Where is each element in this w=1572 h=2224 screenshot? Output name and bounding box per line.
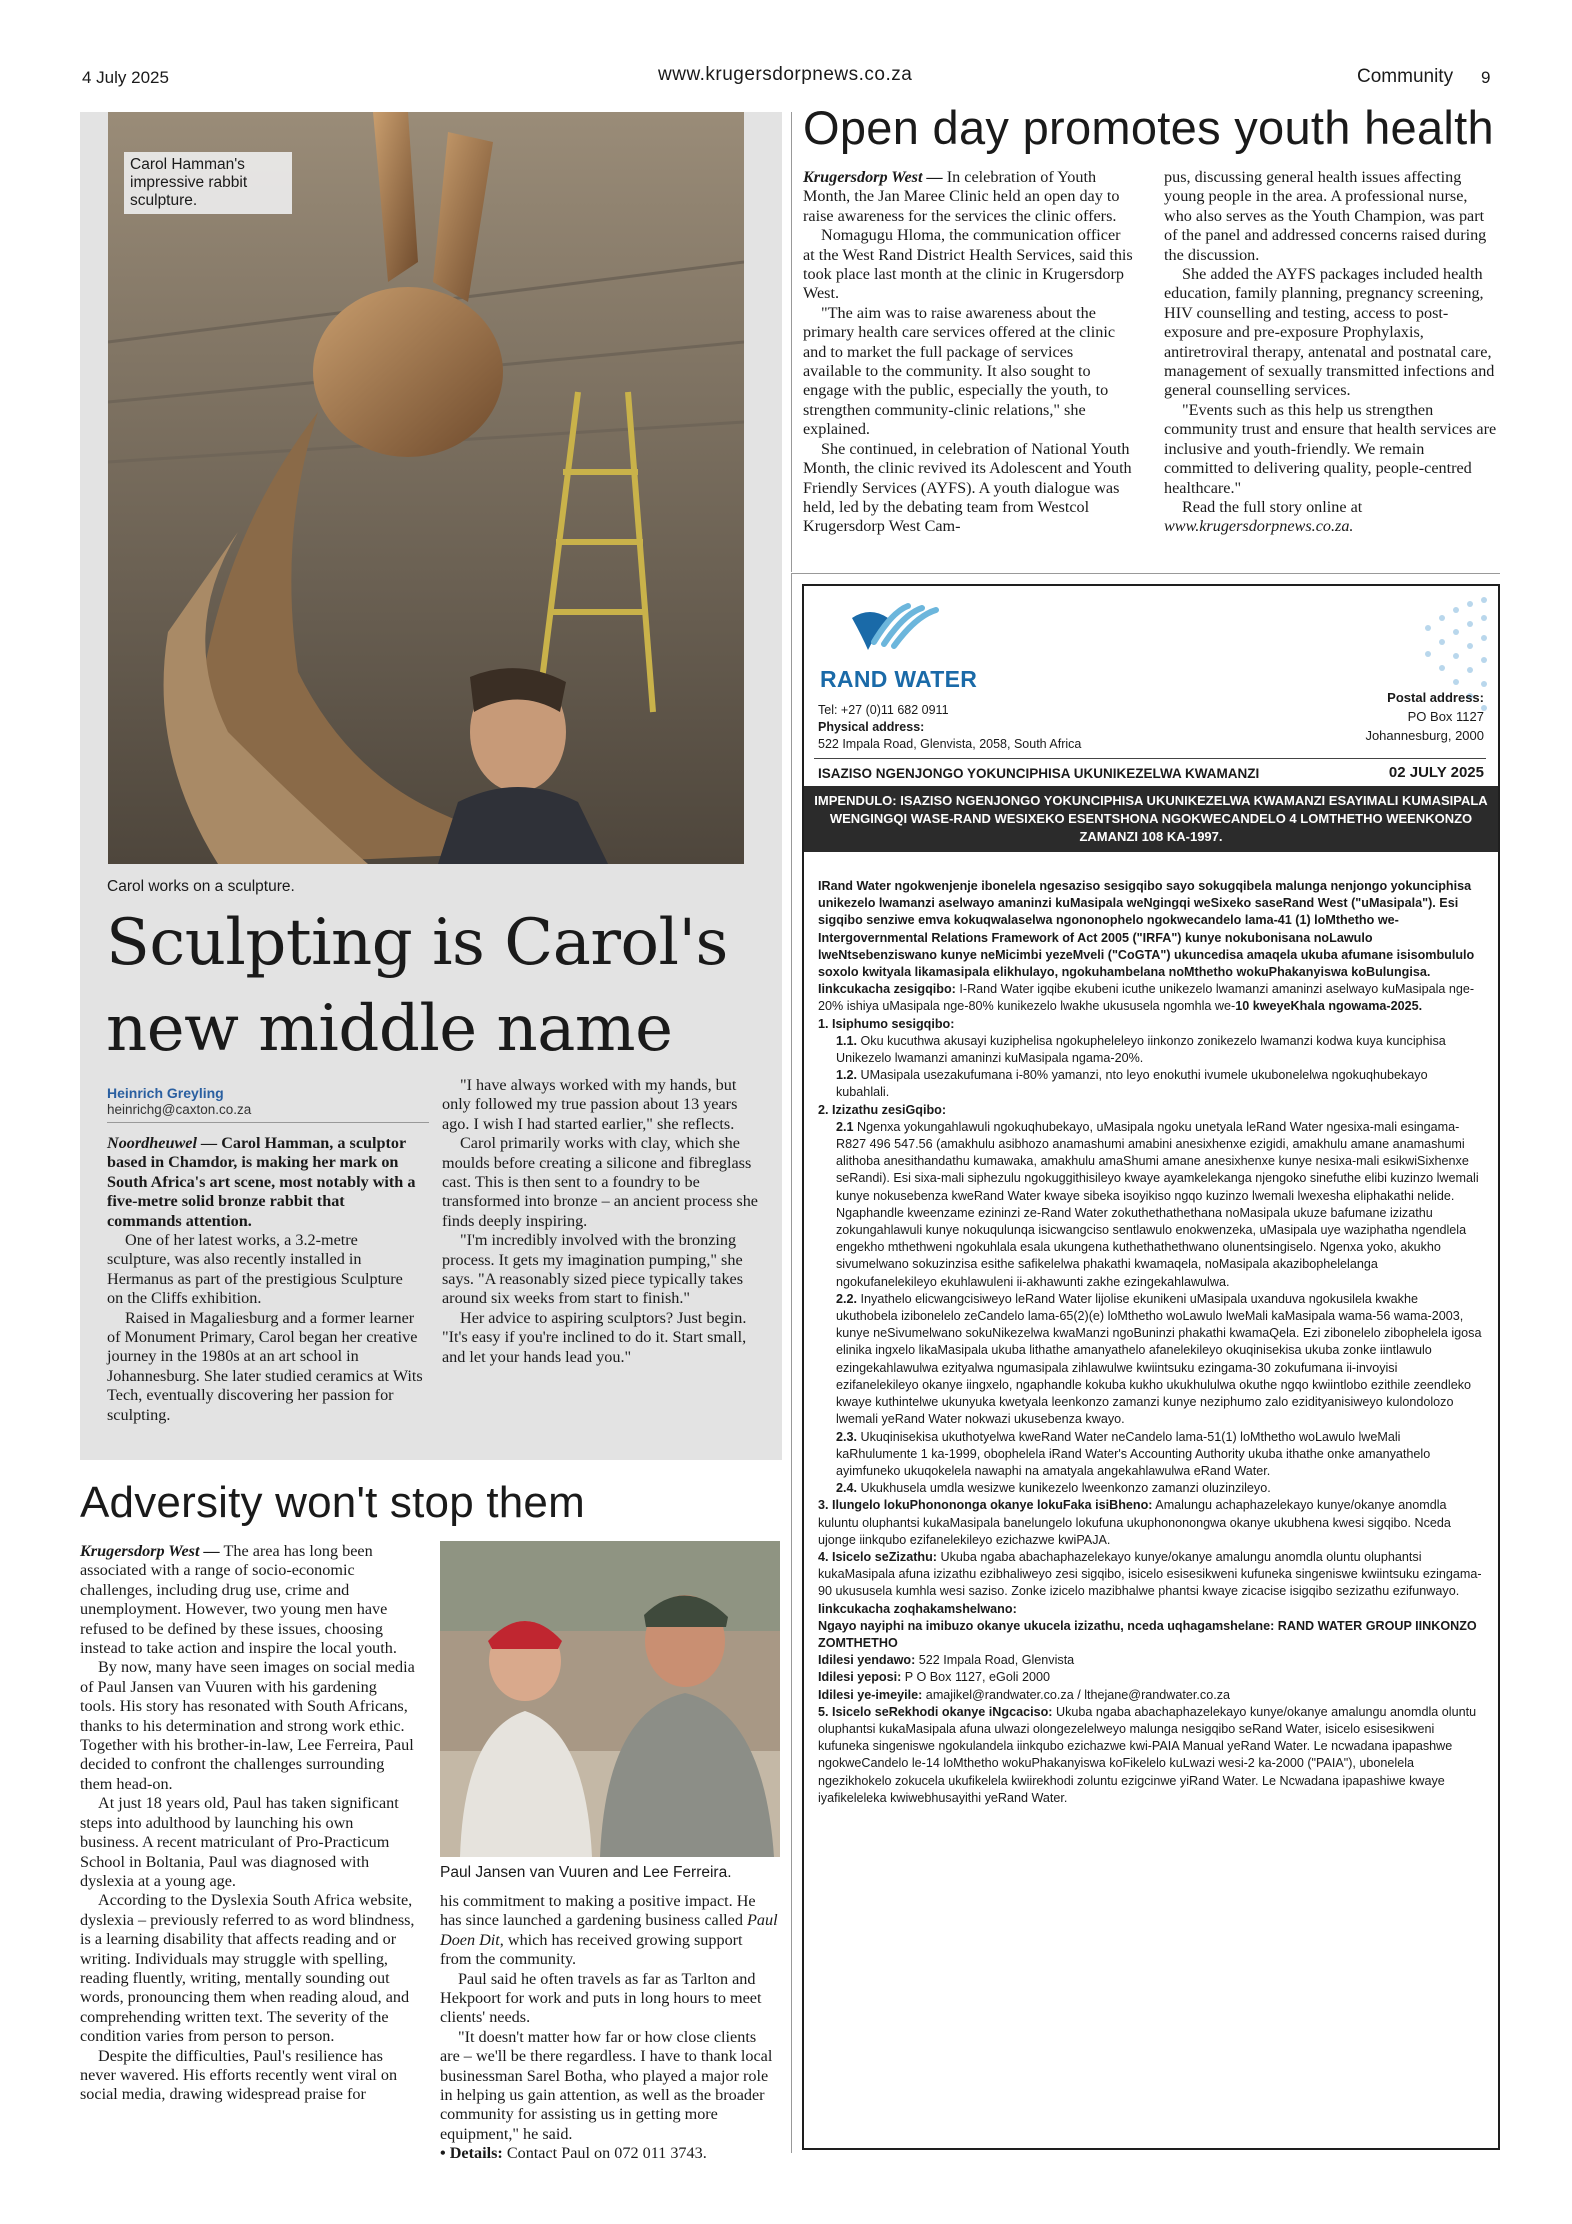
adversity-paragraph: his commitment to making a positive impact. He has since launched a gardening business called: [440, 1892, 756, 1930]
adversity-paragraph: At just 18 years old, Paul has taken significant steps into adulthood by launching his own business. A recent matriculant of Pro-Practicum School in Boltania, Paul was diagnosed with dyslexia at a young age.: [80, 1794, 399, 1890]
physical-label: Physical address:: [818, 720, 925, 734]
page-number: 9: [1481, 68, 1491, 87]
open-day-paragraph: Nomagugu Hloma, the communication officer at the West Rand District Health Services, said this took place last month at the clinic in Krugersdorp West.: [803, 226, 1133, 303]
carol-paragraph: One of her latest works, a 3.2-metre sculpture, was also recently installed in Hermanus as part of the prestigious Sculpture on the Cliffs exhibition.: [107, 1231, 403, 1308]
decision-details-label: Iinkcukacha zesigqibo:: [818, 982, 956, 997]
notice-rule: [814, 758, 1486, 759]
rabbit-sculpture-image: [108, 112, 744, 864]
item-text: Ngenxa yokungahlawuli ngokuqhubekayo, uMasipala ngoku unetyala leRand Water ngesixa-mali esingama-R827 496 547.56 (amakhulu asibhozo anamashumi amabini anesixhenxe ezigidi, amakhulu amane anamashumi alithoba anesithandathu kumawaka, amakhulu amaShumi amane anesixhenxe kunye nesixa-mali esikwiSixhenxe seRandi). Esi sixa-mali siphezulu ngokuggithisileyo kwaye ayamkelekanga njengoko sinefuthe elibi kuzinzo lwemali kunye nokusebenza kweRand Water kwaye sibeka isoyikiso ngqo kuzinzo lwemali lwexesha eliphakathi nelide. Ngaphandle kweenzame ezininzi ze-Rand Water zokuthethathethana noMasipala ukuze bafumane izizathu zokungahlawuli kunye nokuqulunqa isicwangciso sentlawulo enokwenzeka, uMasipala uye waziphatha ngendlela engekho mthethweni ngokuhlala esala ukungena kuthethathethwano olunentsingiselo. Ngenxa yoko, akukho sivumelwano sokuzinzisa esithe safikelelwa phakathi kwamaqela, noMasipala akazibophelelanga ngokufanelekileyo ekuhlawuleni ii-akhawunti zakhe ezingekahlawulwa.: [836, 1119, 1479, 1289]
rabbit-sculpture-photo: [108, 112, 744, 864]
decision-date: 10 kweyeKhala ngowama-2025.: [1235, 999, 1423, 1014]
issue-date: 4 July 2025: [82, 68, 169, 87]
decision-details-text: I-Rand Water igqibe ekubeni icuthe unikezelo lwamanzi amaninzi aselwayo kuMasipala nge-20% ishiya uMasipala nge-80% kunikezelo lwakhe ukususela ngomhla we-: [818, 982, 1475, 1014]
adversity-paragraph-end: , which has received growing support from the community.: [440, 1930, 743, 1969]
adversity-dateline: Krugersdorp West —: [80, 1542, 220, 1560]
carol-lead: Carol Hamman, a sculptor based in Chamdor, is making her mark on South Africa's art scene, most notably with a five-metre solid bronze rabbit that commands attention.: [107, 1134, 416, 1230]
open-day-paragraph: "The aim was to raise awareness about the primary health care services offered at the clinic and to market the full package of services available to the community. It also sought to engage with the public, especially the youth, to strengthen community-clinic relations," she explained.: [803, 303, 1116, 439]
contact-block: [818, 702, 1081, 753]
open-day-column-2: [1164, 168, 1497, 537]
open-day-paragraph: She continued, in celebration of National Youth Month, the clinic revived its Adolescent and Youth Friendly Services (AYFS). A youth dialogue was held, led by the debating team from Westcol Krugersdorp West Cam-: [803, 439, 1132, 536]
address-label: Idilesi yendawo:: [818, 1653, 916, 1668]
notice-body: [818, 878, 1482, 1807]
business-name: Paul Doen Dit: [440, 1911, 778, 1949]
section-rule: [791, 573, 1500, 574]
carol-paragraph: "I'm incredibly involved with the bronzing process. It gets my imagination pumping," she says. "A reasonably sized piece typically takes around six weeks from start to finish.": [442, 1231, 744, 1308]
open-day-dateline: Krugersdorp West —: [803, 168, 943, 186]
carol-paragraph: Raised in Magaliesburg and a former learner of Monument Primary, Carol began her creative journey in the 1980s at an art school in Johannesburg. She later studied ceramics at Wits Tech, eventually discovering her passion for sculpting.: [107, 1308, 423, 1424]
open-day-column-1: [803, 168, 1133, 537]
details-text: Contact Paul on 072 011 3743.: [502, 2144, 707, 2163]
carol-column-1: [107, 1134, 423, 1425]
notice-banner: IMPENDULO: ISAZISO NGENJONGO YOKUNCIPHISA UKUNIKEZELWA KWAMANZI ESAYIMALI KUMASIPALA WENGINGQI WASE-RAND WESIXEKO ESENTSHONA NGOKWECANDELO 4 LOMTHETHO WEENKONZO ZAMANZI 108 KA-1997.: [804, 786, 1498, 852]
item-text: Inyathelo elicwangcisiweyo leRand Water lijolise ekunikeni uMasipala uxanduva ngokusilela kwakhe ukuthobela izibonelelo zeCandelo lama-65(2)(e) loMthetho woLawulo lweMali kaMasipala wama-56 wama-2003, kunye neSivumelwano sokuNikezelwa kwaManzi ngoBuninzi phakathi kwamaQela. Ezi zibonelelo zibophelela igosa elinika ingxelo likaMasipala ukuba lithathe amanyathelo afanelekileyo okuqinisekisa ukuba zonke iintlawulo ezingekahlawulwa ezityalwa ngumasipala zihlawulwe kwiintsuku ezingama-30 zokufumana ii-invoyisi ezifanelekileyo okanye iingxelo, ngaphandle kokuba kukho ukukhululwa okuthe ngqo kwiintlobo ezithile zeendleko kwaye kuthintelwe ukunyuka kwetyala leenkonzo zamanzi kunye neziphumo zalo ezidityanisiweyo kulondolozo lwemali yeRand Water nokwazi ukusebenza kwayo.: [836, 1291, 1482, 1427]
adversity-column-2: [440, 1892, 778, 2164]
address-label: Idilesi yeposi:: [818, 1670, 902, 1685]
details-label: • Details:: [440, 2144, 503, 2163]
section-4-text: Ukuba ngaba abachaphazelekayo kunye/okanye amalungu anomdla oluntu oluphantsi kukaMasipala afuna izizathu ezibhaliweyo zesi sigqibo, isicelo esisesikweni kufuneka singeniswe kwiintsuku ezingama-90 ukususela kumhla wesi saziso. Zonke izicelo mazibhalwe phantsi kwaye zicacise isigqibo sezizathu ezifunwayo.: [818, 1549, 1482, 1599]
section-1-title: 1. Isiphumo sesigqibo:: [818, 1016, 955, 1031]
open-day-readmore-link[interactable]: www.krugersdorpnews.co.za.: [1164, 517, 1354, 536]
carol-dateline: Noordheuwel —: [107, 1134, 218, 1152]
section-5-text: Ukuba ngaba abachaphazelekayo kunye/okanye amalungu anomdla oluntu oluphantsi kukaMasipala afuna ulwazi olongezelelweyo malunga nesigqibo seRand Water, isicelo esisesikweni kufuneka singeniswe ngokulandela iinkqubo ezichazwe kwi-PAIA Manual yeRand Water. Le ncwadana ipapashwe ngokweCandelo le-14 loMthetho wokuPhakanyiswa koFikelelo kuLwazi wesi-2 ka-2000 ("PAIA"), ubonelela ngezikhokelo zokucela ukufikelela kwiirekhodi zoluntu ezigcinwe yiRand Water. Le Ncwadana ipapashiwe kwaye iyafikeleleka kwiwebhusayithi yeRand Water.: [818, 1704, 1477, 1805]
open-day-headline: Open day promotes youth health: [803, 101, 1494, 154]
rabbit-photo-caption: Carol works on a sculpture.: [107, 878, 295, 895]
item-text: Ukuqinisekisa ukuthotyelwa kweRand Water neCandelo lama-51(1) loMthetho woLawulo lweMali kaRhulumente 1 ka-1999, obophelela iRand Water's Accounting Authority ukuba ithathe onke amanyathelo ayimfuneko ukuqokelela nawaphi na amatyala angekahlawulwa eRand Water.: [836, 1429, 1431, 1478]
section-4-title: 4. Isicelo seZizathu:: [818, 1549, 937, 1564]
item-label: 2.2.: [836, 1291, 858, 1306]
carol-column-2: [442, 1076, 758, 1367]
contact-subtitle: Ngayo nayiphi na imibuzo okanye ukucela izizathu, nceda uqhagamshelane: RAND WATER GROUP IINKONZO ZOMTHETHO: [818, 1618, 1477, 1650]
column-divider: [791, 112, 792, 572]
paul-and-lee-caption: Paul Jansen van Vuuren and Lee Ferreira.: [440, 1864, 732, 1881]
adversity-first: The area has long been associated with a range of socio-economic challenges, including drug use, crime and unemployment. However, two young men have refused to be defined by these issues, choosing instead to take action and inspire the local youth.: [80, 1542, 397, 1658]
open-day-paragraph: pus, discussing general health issues affecting young people in the area. A professional nurse, who also serves as the Youth Champion, was part of the panel and addressed concerns raised during the discussion.: [1164, 168, 1487, 264]
section-2-title: 2. Izizathu zesiGqibo:: [818, 1102, 947, 1117]
byline-email[interactable]: heinrichg@caxton.co.za: [107, 1102, 252, 1117]
rand-water-notice: [802, 584, 1500, 2150]
item-label: 1.1.: [836, 1033, 858, 1048]
open-day-paragraph: She added the AYFS packages included health education, family planning, pregnancy screening, HIV counselling and testing, access to post-exposure and pre-exposure Prophylaxis, antiretroviral therapy, antenatal and postnatal care, management of sexually transmitted infections and general counselling services.: [1164, 265, 1495, 400]
open-day-first: In celebration of Youth Month, the Jan Maree Clinic held an open day to raise awareness for the services the clinic offers.: [803, 168, 1120, 225]
contact-title: Iinkcukacha zoqhakamshelwano:: [818, 1601, 1017, 1616]
section-3-title: 3. Ilungelo lokuPhononongа okanye lokuFaka isiBheno:: [818, 1498, 1153, 1513]
adversity-paragraph: "It doesn't matter how far or how close clients are – we'll be there regardless. I have to thank local businessman Sarel Botha, who played a major role in helping us gain attention, as well as the broader community for assisting us in getting more equipment," he said.: [440, 2027, 773, 2143]
postal-block: [1365, 688, 1484, 745]
adversity-paragraph: Despite the difficulties, Paul's resilience has never wavered. His efforts recently went viral on social media, drawing widespread praise for: [80, 2046, 398, 2104]
notice-date: 02 JULY 2025: [1388, 764, 1484, 781]
open-day-paragraph: "Events such as this help us strengthen community trust and ensure that health services are inclusive and youth-friendly. We remain committed to delivering quality, people-centred healthcare.": [1164, 400, 1497, 497]
rand-water-logo-icon: [848, 602, 940, 658]
carol-paragraph: "I have always worked with my hands, but only followed my true passion about 13 years ago. I wish I had started earlier," she reflects.: [442, 1076, 738, 1133]
postal-label: Postal address:: [1387, 690, 1484, 705]
open-day-readmore: Read the full story online at: [1182, 497, 1363, 516]
item-text: UMasipala usezakufumana i-80% yamanzi, nto leyo enokuthi ivumele ukubonelelwa ngokuqhubekayo kubahlali.: [836, 1068, 1428, 1100]
notice-intro: IRand Water ngokwenjenje ibonelela ngesaziso sesigqibo sayo sokugqibela malunga nenjongo yokunciphisa unikezelo lwamanzi aselwayo amaninzi kuMasipala weNgingqi weSixeko saseRand West ("uMasipala"). Esi sigqibo senziwe emva kokuqwalaselwa ngononophelo ngokwecandelo lama-41 (1) loMthetho we-Intergovernmental Relations Framework of Act 2005 ("IRFA") kunye nokubonisana noLawulo lweNtsebenziswano kunye neMicimbi yezeMveli ("CoGTA") ukuncedisa amaqela ukuba afumane isisombululo soxolo kwityala likamasipala elikhulayo, ngokuhambelana noMthetho wokuPhakanyiswa koBulungisa.: [818, 879, 1475, 980]
physical-address: 522 Impala Road, Glenvista, 2058, South Africa: [818, 737, 1082, 751]
paul-and-lee-photo: [440, 1541, 780, 1857]
postal-address: P O Box 1127, eGoli 2000: [901, 1670, 1050, 1685]
section-5-title: 5. Isicelo seRekhodi okanye iNgcaciso:: [818, 1704, 1053, 1719]
paul-and-lee-image: [440, 1541, 780, 1857]
street-address: 522 Impala Road, Glenvista: [915, 1653, 1075, 1668]
item-label: 2.1: [836, 1119, 854, 1134]
adversity-paragraph: According to the Dyslexia South Africa website, dyslexia – previously referred to as word blindness, is a learning disability that affects reading and or writing. Individuals may struggle with spelling, reading fluently, writing, mentally sounding out words, pronouncing them when reading aloud, and comprehending written text. The severity of the condition varies from person to person.: [80, 1891, 415, 2046]
byline-name: Heinrich Greyling: [107, 1085, 224, 1101]
item-label: 2.4.: [836, 1481, 858, 1496]
item-text: Oku kucuthwa akusayi kuziphelisa ngokupheleleyo iinkonzo zonikezelo lwamanzi kodwa kuya kunciphisa Unikezelo lwamanzi amaninzi kuMasipala ngama-20%.: [836, 1033, 1446, 1066]
section-name: Community: [1357, 66, 1454, 87]
site-url[interactable]: www.krugersdorpnews.co.za: [658, 64, 913, 85]
adversity-column-1: [80, 1542, 416, 2105]
adversity-paragraph: By now, many have seen images on social media of Paul Jansen van Vuuren with his gardening tools. His story has resonated with South Africans, thanks to his determination and strong work ethic. Together with his brother-in-law, Lee Ferreira, Paul decided to confront the challenges surrounding them head-on.: [80, 1658, 415, 1793]
item-text: Ukukhusela umdla wesizwe kunikezelo lweenkonzo zamanzi oluzinzileyo.: [857, 1481, 1271, 1496]
postal-line-2: Johannesburg, 2000: [1365, 728, 1484, 743]
adversity-paragraph: Paul said he often travels as far as Tarlton and Hekpoort for work and puts in long hours to meet clients' needs.: [440, 1969, 762, 2027]
adversity-headline: Adversity won't stop them: [80, 1478, 585, 1527]
item-label: 1.2.: [836, 1068, 858, 1083]
carol-paragraph: Her advice to aspiring sculptors? Just begin. "It's easy if you're inclined to do it. Start small, and let your hands lead you.": [442, 1308, 747, 1366]
byline-rule: [107, 1122, 429, 1123]
section-3-text: Amalungu achaphazelekayo kunye/okanye anomdla kuluntu oluphantsi kukaMasipala banelungelo lokufuna ukuphononongwa okanye ukubhena kwesi sigqibo. Nceda ujonge iinkqubo ezifanelekileyo ezichazwe kwiPAJA.: [818, 1498, 1451, 1547]
rand-water-brand: RAND WATER: [820, 666, 978, 692]
email-address[interactable]: amajikel@randwater.co.za / lthejane@randwater.co.za: [922, 1687, 1230, 1702]
column-divider: [791, 573, 792, 2153]
address-label: Idilesi ye-imeyile:: [818, 1687, 923, 1702]
postal-line-1: PO Box 1127: [1407, 709, 1484, 724]
tel: Tel: +27 (0)11 682 0911: [818, 703, 949, 717]
carol-paragraph: Carol primarily works with clay, which she moulds before creating a silicone and fibreglass cast. This is then sent to a foundry to be transformed into bronze – an ancient process she finds deeply inspiring.: [442, 1134, 758, 1230]
rabbit-photo-overlay-caption: Carol Hamman's impressive rabbit sculpture.: [124, 152, 292, 214]
item-label: 2.3.: [836, 1429, 858, 1444]
notice-title: ISAZISO NGENJONGO YOKUNCIPHISA UKUNIKEZELWA KWAMANZI: [818, 766, 1260, 781]
carol-headline: Sculpting is Carol's new middle name: [106, 906, 728, 1066]
